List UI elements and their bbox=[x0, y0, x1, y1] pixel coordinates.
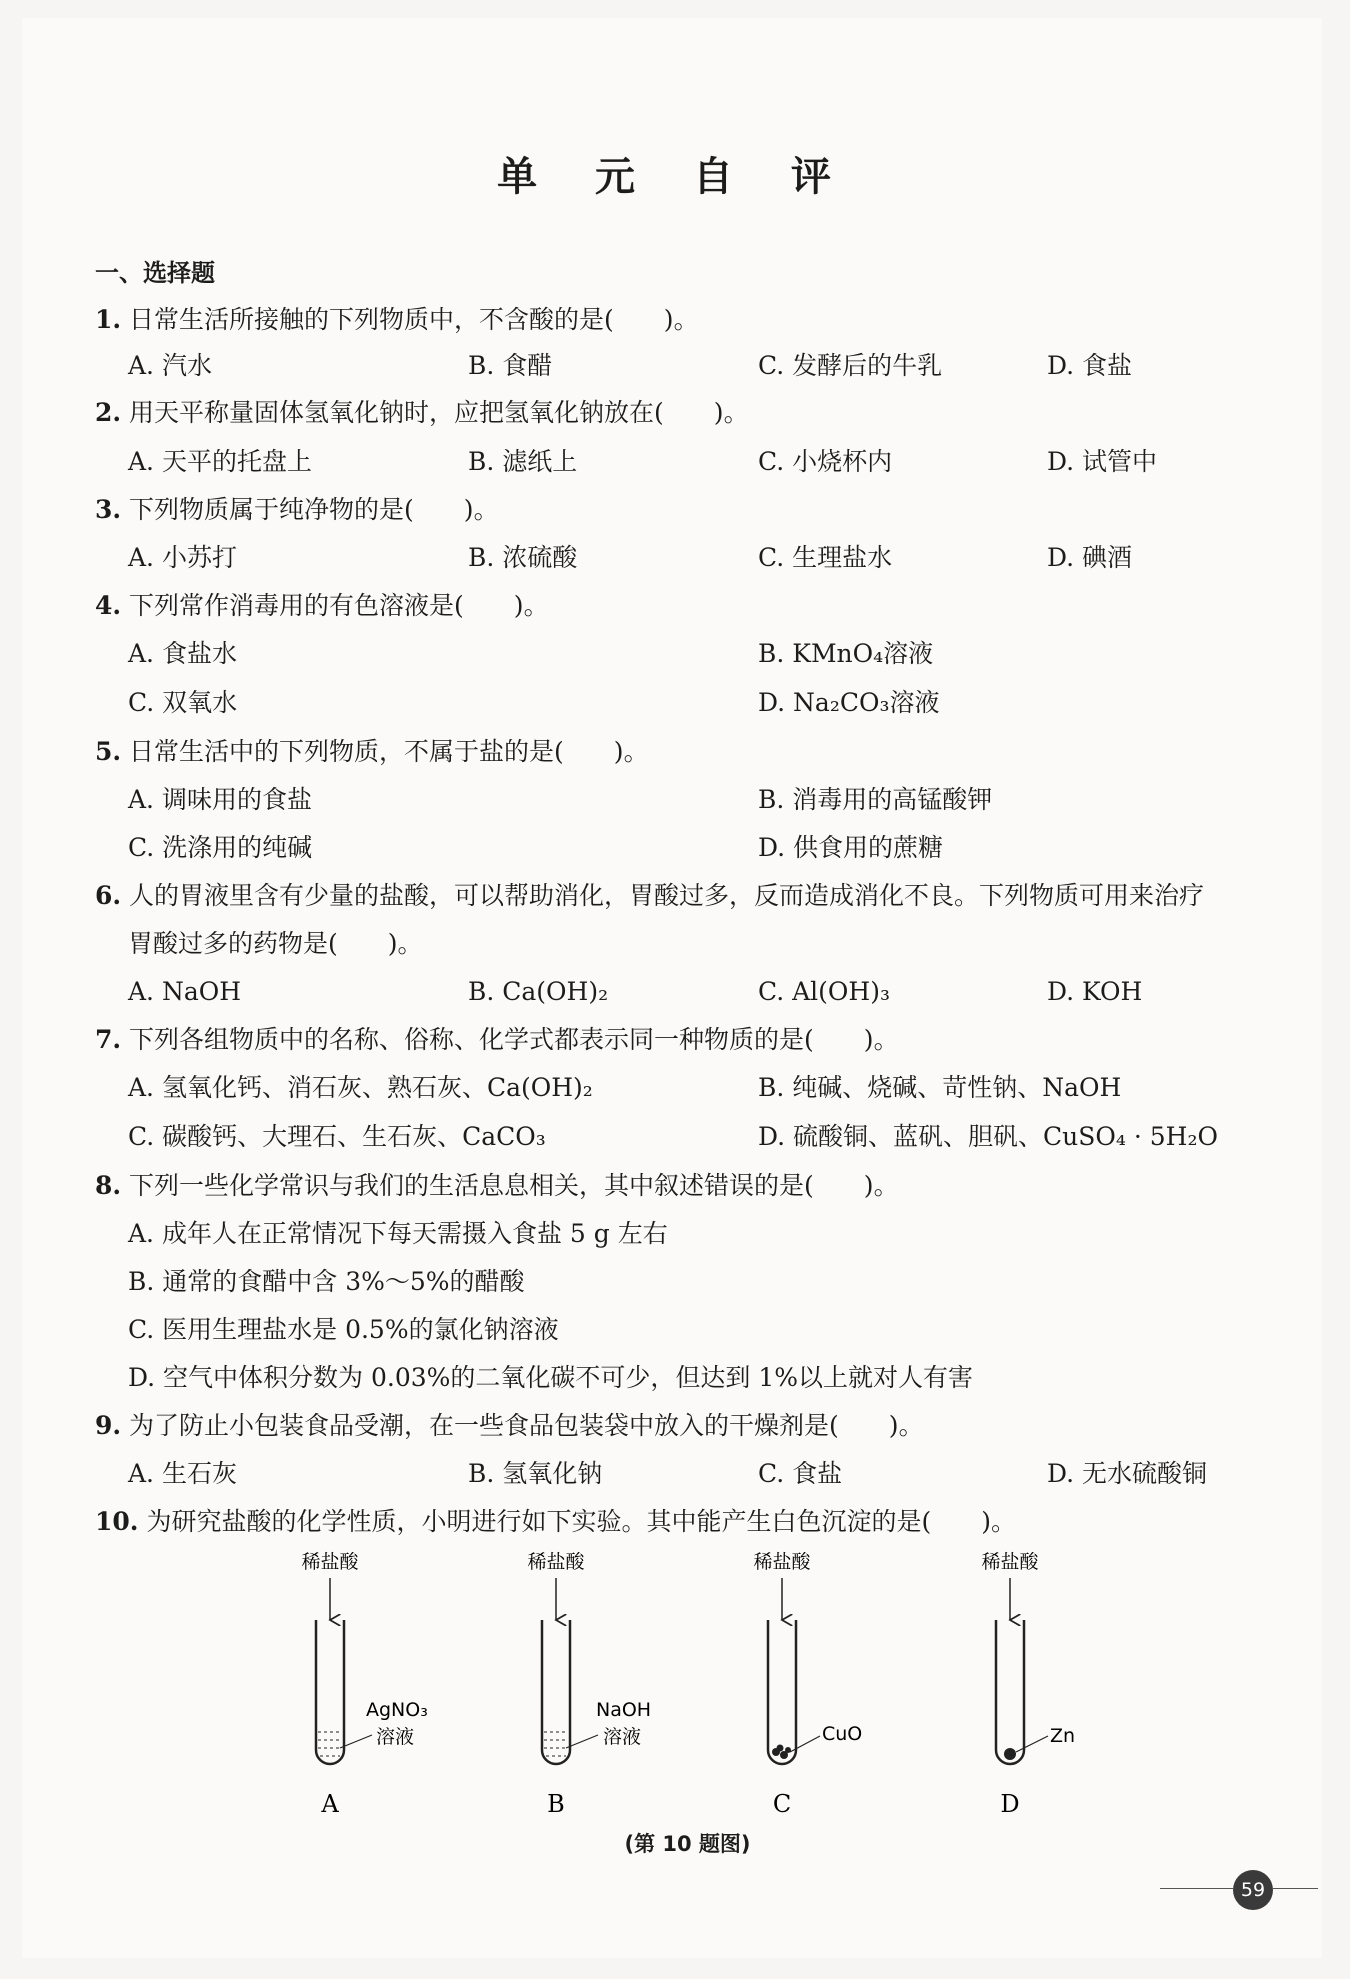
question-number: 3. bbox=[95, 495, 122, 524]
option: A. NaOH bbox=[128, 977, 242, 1006]
question-number: 1. bbox=[95, 305, 122, 334]
question-number: 5. bbox=[95, 737, 122, 766]
tube-b bbox=[527, 1551, 651, 1818]
reagent-label: NaOH bbox=[596, 1699, 652, 1721]
reagent-label: 稀盐酸 bbox=[981, 1551, 1039, 1573]
option: D. 试管中 bbox=[1047, 447, 1158, 476]
option: A. 食盐水 bbox=[128, 639, 237, 668]
option: B. 纯碱、烧碱、苛性钠、NaOH bbox=[758, 1073, 1122, 1102]
option: D. 硫酸铜、蓝矾、胆矾、CuSO₄ · 5H₂O bbox=[758, 1122, 1218, 1151]
question-text-continued: 胃酸过多的药物是( )。 bbox=[128, 929, 423, 958]
question-9 bbox=[95, 1406, 1295, 1446]
figure-caption: (第 10 题图) bbox=[624, 1832, 751, 1856]
tube-d bbox=[981, 1551, 1075, 1818]
question-text: 下列常作消毒用的有色溶液是( )。 bbox=[121, 591, 549, 620]
option: A. 调味用的食盐 bbox=[128, 785, 312, 814]
question-3 bbox=[95, 490, 1295, 530]
question-number: 2. bbox=[95, 398, 122, 427]
question-text: 为了防止小包装食品受潮，在一些食品包装袋中放入的干燥剂是( )。 bbox=[121, 1411, 924, 1440]
question-8 bbox=[95, 1166, 1295, 1206]
question-6 bbox=[95, 876, 1295, 916]
option: C. 小烧杯内 bbox=[758, 447, 893, 476]
question-number: 7. bbox=[95, 1025, 122, 1054]
option: D. 碘酒 bbox=[1047, 543, 1133, 572]
question-text: 日常生活中的下列物质，不属于盐的是( )。 bbox=[121, 737, 649, 766]
test-tube-icon bbox=[996, 1620, 1024, 1764]
page-title: 单 元 自 评 bbox=[497, 154, 853, 200]
option: D. 供食用的蔗糖 bbox=[758, 833, 944, 862]
option: B. 食醋 bbox=[468, 351, 553, 380]
option: D. KOH bbox=[1047, 977, 1143, 1006]
question-number: 10. bbox=[95, 1507, 139, 1536]
option: D. 食盐 bbox=[1047, 351, 1133, 380]
question-4 bbox=[95, 586, 1295, 626]
option: C. Al(OH)₃ bbox=[758, 977, 891, 1006]
option: B. 通常的食醋中含 3%～5%的醋酸 bbox=[128, 1267, 525, 1296]
question-1 bbox=[95, 300, 1295, 340]
option: B. 氢氧化钠 bbox=[468, 1459, 603, 1488]
question-number: 9. bbox=[95, 1411, 122, 1440]
test-tube-icon bbox=[316, 1620, 344, 1764]
option: A. 小苏打 bbox=[128, 543, 237, 572]
question-7 bbox=[95, 1020, 1295, 1060]
section-heading: 一、选择题 bbox=[95, 259, 215, 287]
question-text: 用天平称量固体氢氧化钠时，应把氢氧化钠放在( )。 bbox=[121, 398, 749, 427]
test-tube-icon bbox=[542, 1620, 570, 1764]
option: B. 浓硫酸 bbox=[468, 543, 578, 572]
page-number: 59 bbox=[1233, 1870, 1273, 1910]
option: B. 滤纸上 bbox=[468, 447, 578, 476]
option: C. 碳酸钙、大理石、生石灰、CaCO₃ bbox=[128, 1122, 546, 1151]
question-text: 日常生活所接触的下列物质中，不含酸的是( )。 bbox=[121, 305, 699, 334]
tube-letter: A bbox=[321, 1790, 339, 1818]
option: B. Ca(OH)₂ bbox=[468, 977, 609, 1006]
question-text: 下列物质属于纯净物的是( )。 bbox=[121, 495, 499, 524]
option: B. 消毒用的高锰酸钾 bbox=[758, 785, 993, 814]
reagent-label: AgNO₃ bbox=[366, 1699, 428, 1721]
reagent-label: Zn bbox=[1050, 1725, 1076, 1747]
reagent-label: 稀盐酸 bbox=[753, 1551, 811, 1573]
question-text: 下列各组物质中的名称、俗称、化学式都表示同一种物质的是( )。 bbox=[121, 1025, 899, 1054]
tube-letter: D bbox=[1000, 1790, 1020, 1818]
tube-a bbox=[301, 1551, 427, 1818]
reagent-label: 稀盐酸 bbox=[527, 1551, 585, 1573]
tube-letter: B bbox=[547, 1790, 565, 1818]
divider bbox=[1273, 1888, 1318, 1889]
question-10 bbox=[95, 1502, 1295, 1542]
option: A. 成年人在正常情况下每天需摄入食盐 5 g 左右 bbox=[128, 1219, 668, 1248]
test-tube-figure bbox=[0, 1540, 1350, 1830]
test-tube-icon bbox=[768, 1620, 796, 1764]
option: C. 双氧水 bbox=[128, 688, 238, 717]
option: D. 无水硫酸铜 bbox=[1047, 1459, 1208, 1488]
option: C. 食盐 bbox=[758, 1459, 843, 1488]
option: C. 生理盐水 bbox=[758, 543, 893, 572]
reagent-label: 溶液 bbox=[603, 1726, 642, 1748]
option: A. 氢氧化钙、消石灰、熟石灰、Ca(OH)₂ bbox=[128, 1073, 593, 1102]
option: B. KMnO₄溶液 bbox=[758, 639, 934, 668]
reagent-label: CuO bbox=[822, 1723, 863, 1745]
question-5 bbox=[95, 732, 1295, 772]
tube-letter: C bbox=[772, 1790, 792, 1818]
question-text: 为研究盐酸的化学性质，小明进行如下实验。其中能产生白色沉淀的是( )。 bbox=[138, 1507, 1016, 1536]
option: A. 汽水 bbox=[128, 351, 212, 380]
option: A. 生石灰 bbox=[128, 1459, 237, 1488]
option: C. 医用生理盐水是 0.5%的氯化钠溶液 bbox=[128, 1315, 559, 1344]
reagent-label: 稀盐酸 bbox=[301, 1551, 359, 1573]
divider bbox=[1160, 1888, 1233, 1889]
option: D. Na₂CO₃溶液 bbox=[758, 688, 940, 717]
question-number: 6. bbox=[95, 881, 122, 910]
reagent-label: 溶液 bbox=[376, 1726, 415, 1748]
question-text: 下列一些化学常识与我们的生活息息相关，其中叙述错误的是( )。 bbox=[121, 1171, 899, 1200]
tube-c bbox=[753, 1551, 862, 1818]
option: D. 空气中体积分数为 0.03%的二氧化碳不可少，但达到 1%以上就对人有害 bbox=[128, 1363, 974, 1392]
question-text: 人的胃液里含有少量的盐酸，可以帮助消化，胃酸过多，反而造成消化不良。下列物质可用来治疗 bbox=[121, 881, 1205, 910]
option: A. 天平的托盘上 bbox=[128, 447, 312, 476]
option: C. 洗涤用的纯碱 bbox=[128, 833, 313, 862]
option: C. 发酵后的牛乳 bbox=[758, 351, 943, 380]
question-number: 8. bbox=[95, 1171, 122, 1200]
question-2 bbox=[95, 393, 1295, 433]
question-number: 4. bbox=[95, 591, 122, 620]
